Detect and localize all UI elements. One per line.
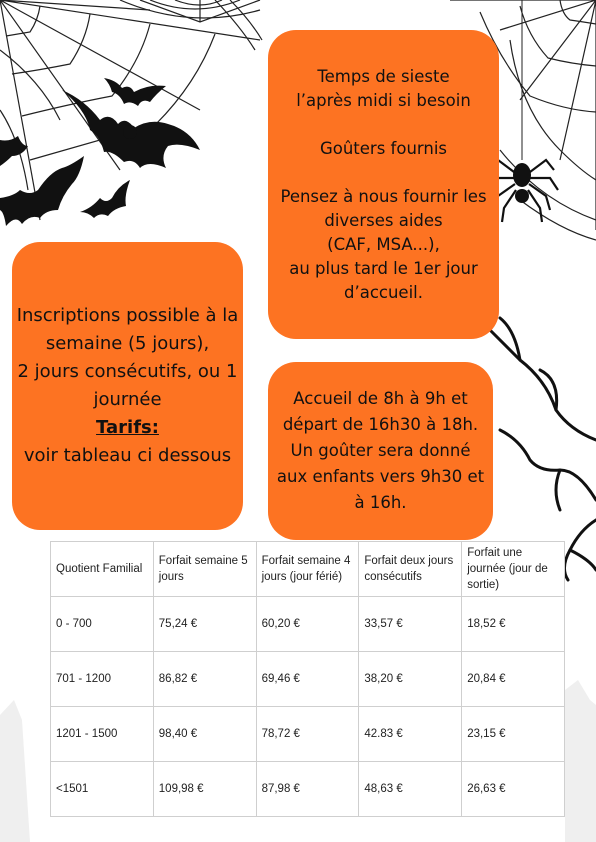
table-cell: 48,63 €	[359, 762, 462, 817]
spider-web-icon	[120, 0, 262, 50]
hours-text: Accueil de 8h à 9h et départ de 16h30 à 18h. Un goûter sera donné aux enfants vers 9h30 et à 16h.	[276, 389, 485, 512]
table-cell: <1501	[51, 762, 154, 817]
table-cell: 42.83 €	[359, 707, 462, 762]
table-cell: 26,63 €	[462, 762, 565, 817]
table-row	[51, 707, 565, 762]
table-cell: 98,40 €	[153, 707, 256, 762]
header-1-day: Forfait une journée (jour de sortie)	[462, 542, 565, 597]
info-box-nap-snacks	[268, 30, 499, 339]
table-row	[51, 597, 565, 652]
table-row	[51, 652, 565, 707]
inscription-line-2: 2 jours consécutifs, ou 1 journée	[17, 361, 238, 410]
table-row	[51, 762, 565, 817]
header-4-days: Forfait semaine 4 jours (jour férié)	[256, 542, 359, 597]
table-cell: 0 - 700	[51, 597, 154, 652]
table-cell: 86,82 €	[153, 652, 256, 707]
header-quotient: Quotient Familial	[51, 542, 154, 597]
table-cell: 23,15 €	[462, 707, 565, 762]
snacks-line: Goûters fournis	[319, 138, 448, 158]
inscription-line-1: Inscriptions possible à la semaine (5 jours),	[16, 305, 239, 354]
hours-box	[268, 362, 493, 540]
aids-line-1: Pensez à nous fournir les diverses aides	[280, 186, 487, 230]
tarifs-label: Tarifs:	[96, 417, 159, 438]
spider-web-icon	[0, 0, 260, 220]
header-2-days: Forfait deux jours consécutifs	[359, 542, 462, 597]
table-header-row	[51, 542, 565, 597]
table-cell: 109,98 €	[153, 762, 256, 817]
inscription-line-3: voir tableau ci dessous	[23, 445, 232, 466]
table-cell: 18,52 €	[462, 597, 565, 652]
table-cell: 75,24 €	[153, 597, 256, 652]
tariff-table	[50, 541, 565, 817]
table-cell: 38,20 €	[359, 652, 462, 707]
table-cell: 20,84 €	[462, 652, 565, 707]
inscription-box	[12, 242, 243, 530]
bat-icon	[80, 180, 130, 218]
header-5-days: Forfait semaine 5 jours	[153, 542, 256, 597]
aids-line-3: au plus tard le 1er jour d’accueil.	[289, 258, 478, 302]
table-cell: 78,72 €	[256, 707, 359, 762]
aids-line-2: (CAF, MSA...),	[327, 234, 440, 254]
nap-line-1: Temps de sieste	[317, 66, 450, 86]
bat-icon	[62, 90, 200, 168]
nap-line-2: l’après midi si besoin	[296, 90, 471, 110]
table-cell: 1201 - 1500	[51, 707, 154, 762]
table-cell: 701 - 1200	[51, 652, 154, 707]
bat-icon	[0, 136, 28, 166]
bat-icon	[0, 156, 84, 226]
table-cell: 60,20 €	[256, 597, 359, 652]
table-cell: 33,57 €	[359, 597, 462, 652]
table-cell: 69,46 €	[256, 652, 359, 707]
table-cell: 87,98 €	[256, 762, 359, 817]
bat-icon	[104, 78, 166, 106]
